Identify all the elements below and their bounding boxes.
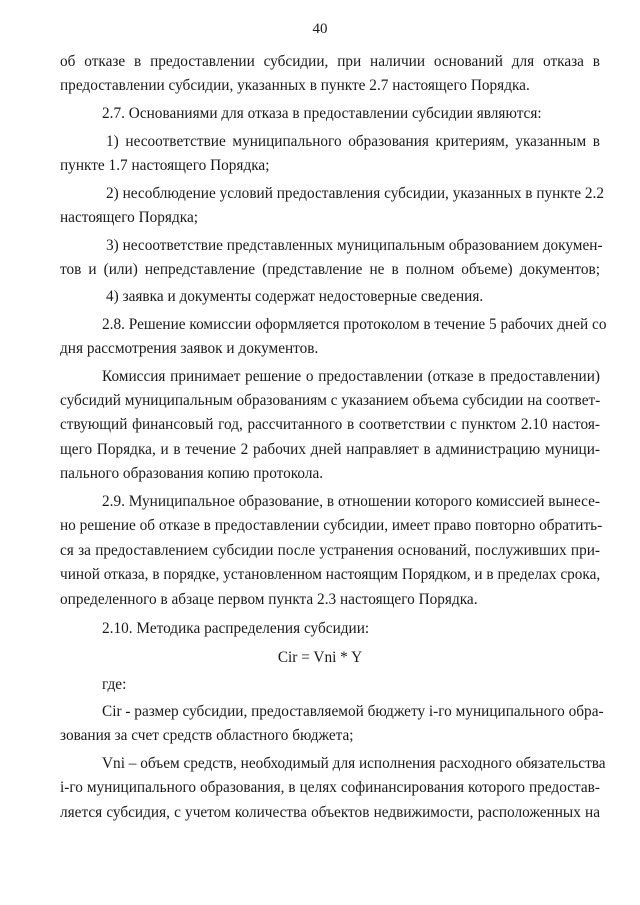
text-line: 2.9. Муниципальное образование, в отношении которого комиссией вынесе- xyxy=(102,493,600,510)
text-line: пального образования копию протокола. xyxy=(60,465,324,482)
text-line: 2) несоблюдение условий предоставления субсидии, указанных в пункте 2.2 xyxy=(106,185,605,202)
text-line: ся за предоставлением субсидии после устранения оснований, послуживших при- xyxy=(60,542,600,559)
text-line: настоящего Порядка; xyxy=(60,209,198,226)
text-line: пункте 1.7 настоящего Порядка; xyxy=(60,157,270,174)
text-line: субсидий муниципальным образованиям с указанием объема субсидии на соответ- xyxy=(60,392,601,409)
text-line: тов и (или) непредставление (представление не в полном объеме) документов; xyxy=(60,261,600,278)
text-line: но решение об отказе в предоставлении субсидии, имеет право повторно обратить- xyxy=(60,517,603,534)
page-number: 40 xyxy=(312,21,328,37)
text-line: 4) заявка и документы содержат недостоверные сведения. xyxy=(106,288,484,305)
text-line: определенного в абзаце первом пункта 2.3 настоящего Порядка. xyxy=(60,591,478,608)
text-line: где: xyxy=(102,676,127,693)
text-line: i-го муниципального образования, в целях софинансирования которого предостав- xyxy=(60,779,600,796)
text-line: 1) несоответствие муниципального образования критериям, указанным в xyxy=(106,133,600,150)
text-line: Cir - размер субсидии, предоставляемой бюджету i-го муниципального обра- xyxy=(102,703,604,720)
text-line: об отказе в предоставлении субсидии, при наличии оснований для отказа в xyxy=(60,53,600,70)
text-line: ствующий финансовый год, рассчитанного в соответствии с пунктом 2.10 настоя- xyxy=(60,416,600,433)
text-line: 2.10. Методика распределения субсидии: xyxy=(102,620,370,637)
text-line: чиной отказа, в порядке, установленном настоящим Порядком, и в пределах срока, xyxy=(60,566,601,583)
text-line: 3) несоответствие представленных муниципальным образованием докумен- xyxy=(106,237,603,254)
text-line: зования за счет средств областного бюджета; xyxy=(60,727,354,744)
text-line: Комиссия принимает решение о предоставлении (отказе в предоставлении) xyxy=(102,368,600,385)
text-line: дня рассмотрения заявок и документов. xyxy=(60,340,319,357)
text-line: Vni – объем средств, необходимый для исполнения расходного обязательства xyxy=(102,755,606,772)
text-line: предоставлении субсидии, указанных в пункте 2.7 настоящего Порядка. xyxy=(60,77,530,94)
text-line: щего Порядка, и в течение 2 рабочих дней направляет в администрацию муници- xyxy=(60,441,600,458)
formula: Cir = Vni * Y xyxy=(277,649,363,666)
text-line: 2.7. Основаниями для отказа в предоставлении субсидии являются: xyxy=(102,105,542,122)
text-line: ляется субсидия, с учетом количества объектов недвижимости, расположенных на xyxy=(60,804,600,821)
text-line: 2.8. Решение комиссии оформляется протоколом в течение 5 рабочих дней со xyxy=(102,316,607,333)
